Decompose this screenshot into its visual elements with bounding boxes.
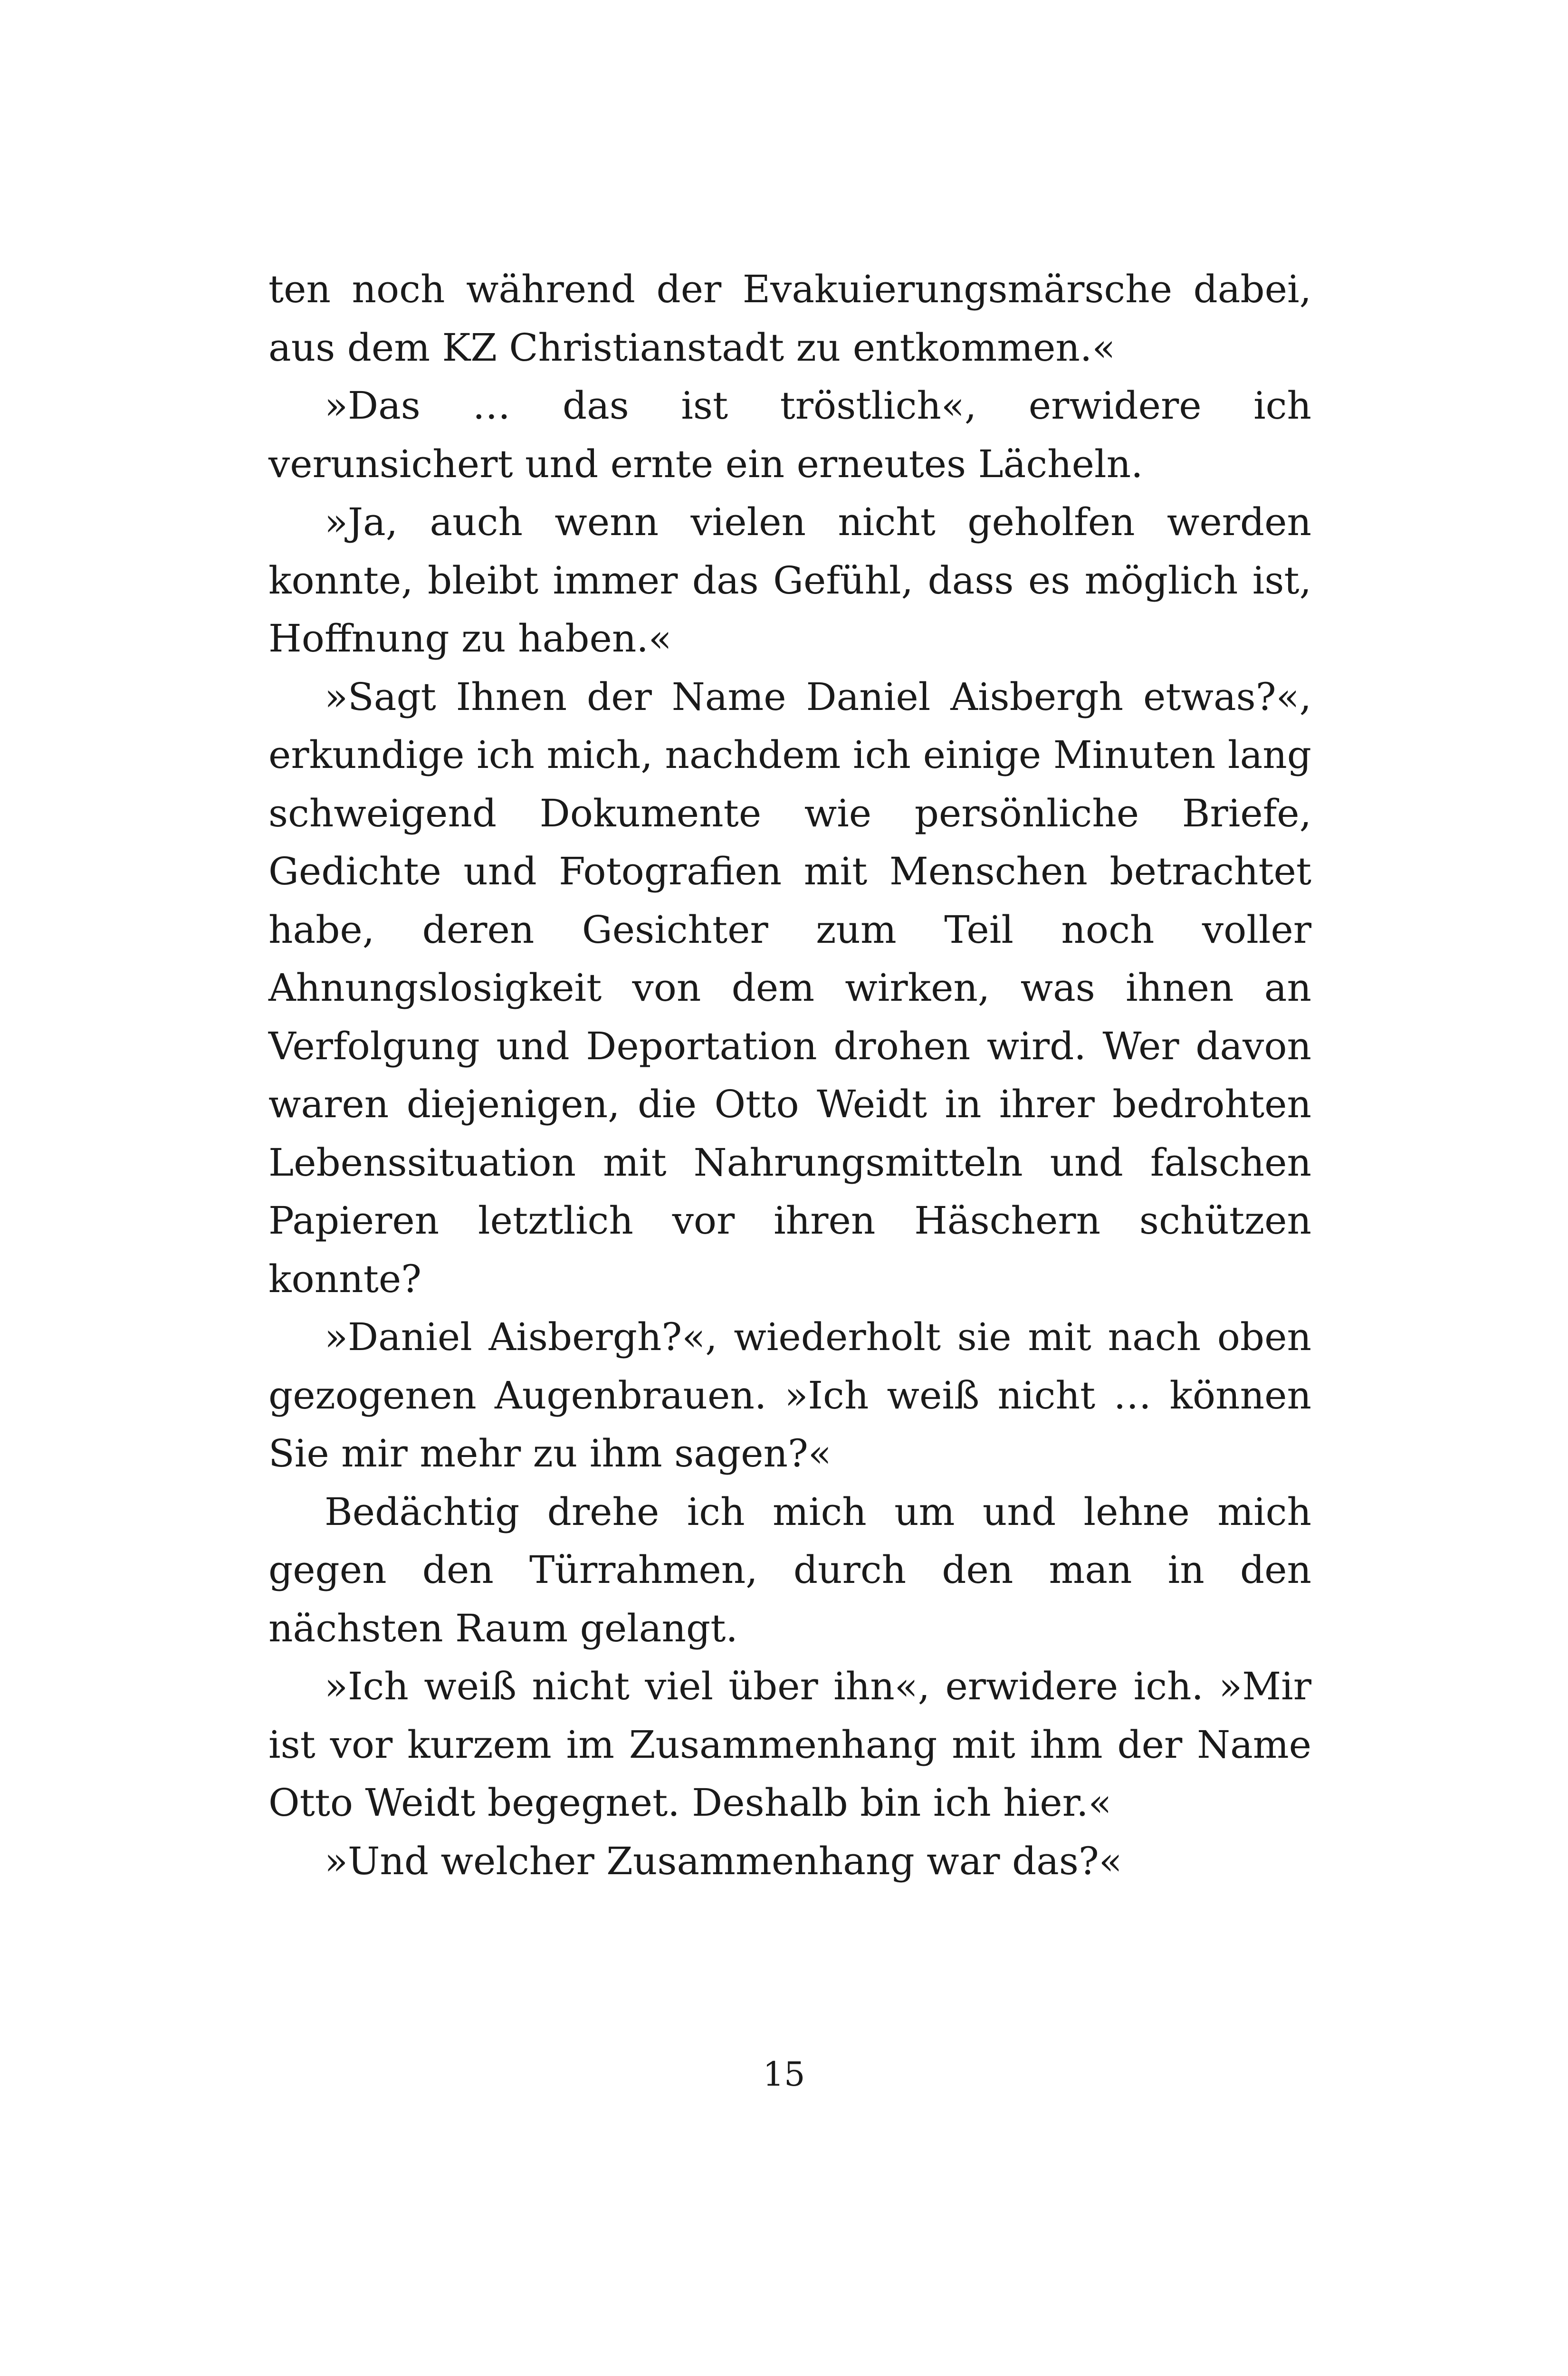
page-number: 15 — [763, 2055, 805, 2094]
paragraph: »Daniel Aisbergh?«, wiederholt sie mit nach oben gezogenen Augenbrauen. »Ich weiß nicht … können Sie mir mehr zu ihm sagen?« — [268, 1315, 1311, 1475]
body-text — [268, 260, 1311, 1890]
paragraph-continuation: ten noch während der Evakuierungsmärsche dabei, aus dem KZ Christianstadt zu entkommen.« — [268, 267, 1311, 370]
paragraph: »Sagt Ihnen der Name Daniel Aisbergh etwas?«, erkundige ich mich, nachdem ich einige Minuten lang schweigend Dokumente wie persönliche Briefe, Gedichte und Fotografien mit Menschen betrachtet habe, deren Gesichter zum Teil noch voller Ahnungslosigkeit von dem wirken, was ihnen an Verfolgung und Deportation drohen wird. Wer davon waren diejenigen, die Otto Weidt in ihrer bedrohten Lebenssituation mit Nahrungsmitteln und falschen Papieren letztlich vor ihren Häschern schützen konnte? — [268, 674, 1311, 1301]
paragraph: »Ich weiß nicht viel über ihn«, erwidere ich. »Mir ist vor kurzem im Zusammenhang mit ihm der Name Otto Weidt begegnet. Deshalb bin ich hier.« — [268, 1664, 1311, 1825]
paragraph: »Das … das ist tröstlich«, erwidere ich verunsichert und ernte ein erneutes Lächeln. — [268, 383, 1311, 486]
paragraph: »Und welcher Zusammenhang war das?« — [325, 1839, 1122, 1883]
paragraph: Bedächtig drehe ich mich um und lehne mich gegen den Türrahmen, durch den man in den nächsten Raum gelangt. — [268, 1489, 1311, 1650]
paragraph: »Ja, auch wenn vielen nicht geholfen werden konnte, bleibt immer das Gefühl, dass es möglich ist, Hoffnung zu haben.« — [268, 500, 1311, 661]
